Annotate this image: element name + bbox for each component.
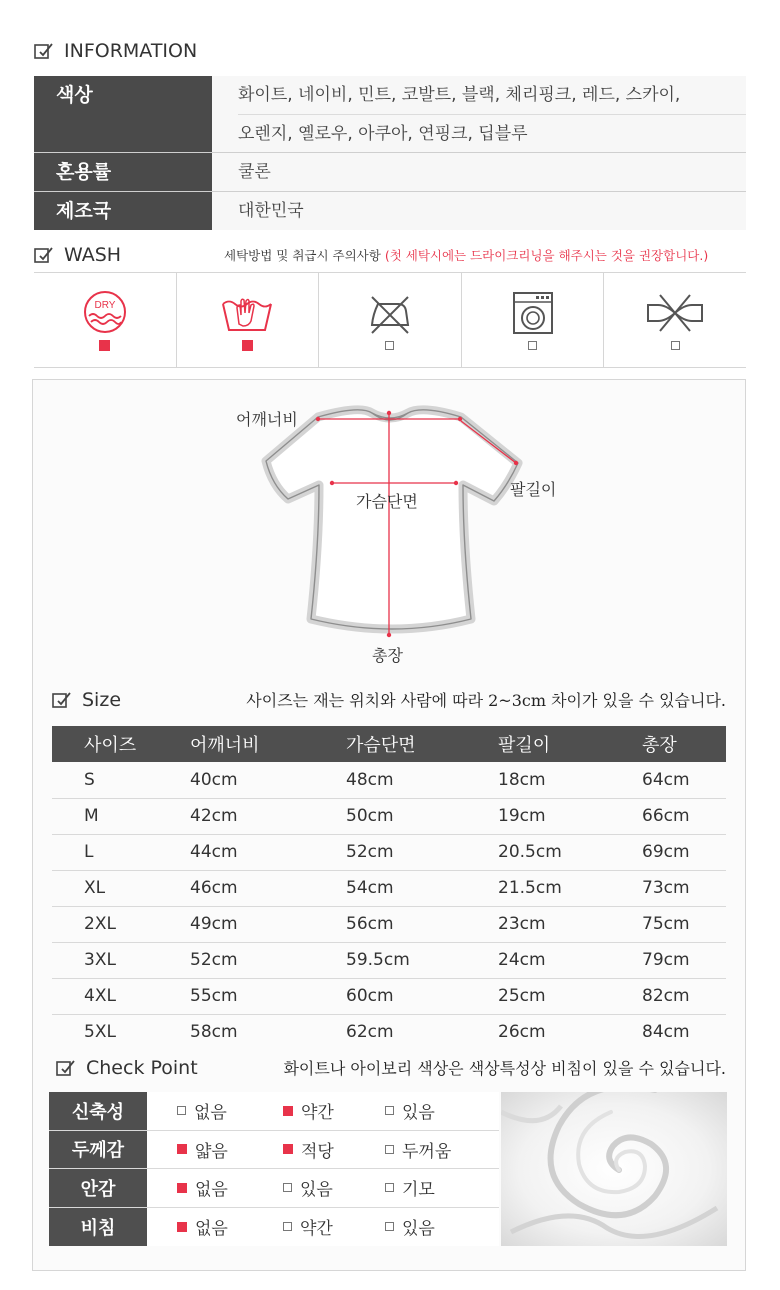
unchecked-mark <box>671 341 680 350</box>
information-table <box>34 76 746 230</box>
checkbox-pencil-icon <box>34 42 54 60</box>
check-option <box>177 1208 228 1247</box>
unchecked-mark <box>385 1222 394 1231</box>
info-row-origin <box>34 192 746 230</box>
table-cell: 3XL <box>52 942 158 978</box>
table-cell: 19cm <box>466 798 610 834</box>
information-header <box>34 40 197 62</box>
table-row <box>52 870 726 906</box>
column-header: 총장 <box>610 726 726 762</box>
table-cell: 40cm <box>158 762 314 798</box>
washing-machine-icon <box>511 291 555 335</box>
check-point-label: 신축성 <box>49 1092 147 1130</box>
size-table-header <box>52 726 726 762</box>
diagram-label-sleeve: 팔길이 <box>510 480 557 499</box>
table-cell: 49cm <box>158 906 314 942</box>
info-label: 제조국 <box>34 192 212 230</box>
table-cell: 48cm <box>314 762 466 798</box>
checked-mark <box>283 1144 293 1154</box>
tshirt-outline <box>230 395 570 675</box>
information-title: INFORMATION <box>64 40 198 62</box>
check-point-note: 화이트나 아이보리 색상은 색상특성상 비침이 있을 수 있습니다. <box>283 1059 726 1078</box>
table-cell: 18cm <box>466 762 610 798</box>
checked-mark <box>242 340 253 351</box>
wash-note <box>224 246 708 264</box>
check-point-label: 두께감 <box>49 1131 147 1169</box>
info-value <box>212 153 746 191</box>
table-row <box>52 978 726 1014</box>
check-option-label: 약간 <box>300 1219 333 1240</box>
check-option-label: 없음 <box>195 1219 228 1240</box>
unchecked-mark <box>385 341 394 350</box>
check-point-options <box>147 1169 499 1207</box>
table-cell: 54cm <box>314 870 466 906</box>
table-cell: 64cm <box>610 762 726 798</box>
check-point-row <box>49 1208 499 1247</box>
checked-mark <box>177 1183 187 1193</box>
table-cell: 69cm <box>610 834 726 870</box>
check-point-label: 비침 <box>49 1208 147 1247</box>
table-row <box>52 762 726 798</box>
info-value-line: 화이트, 네이비, 민트, 코발트, 블랙, 체리핑크, 레드, 스카이, <box>238 85 681 105</box>
check-option-label: 약간 <box>301 1103 334 1124</box>
wash-cell-no-wring <box>604 273 746 367</box>
table-cell: 44cm <box>158 834 314 870</box>
check-option <box>283 1169 333 1207</box>
table-cell: 55cm <box>158 978 314 1014</box>
table-cell: 56cm <box>314 906 466 942</box>
table-cell: 23cm <box>466 906 610 942</box>
wash-note-text: 세탁방법 및 취급시 주의사항 <box>224 248 381 263</box>
table-cell: 66cm <box>610 798 726 834</box>
wash-note-warning: (첫 세탁시에는 드라이크리닝을 해주시는 것을 권장합니다.) <box>384 248 709 263</box>
no-iron-icon <box>364 291 416 335</box>
unchecked-mark <box>385 1145 394 1154</box>
check-point-title: Check Point <box>86 1056 198 1079</box>
info-row-color <box>34 76 746 153</box>
table-row <box>52 798 726 834</box>
table-cell: L <box>52 834 158 870</box>
info-row-material <box>34 153 746 192</box>
diagram-label-length: 총장 <box>372 646 403 665</box>
check-point-table <box>49 1092 499 1246</box>
table-cell: 5XL <box>84 1022 116 1043</box>
column-header: 팔길이 <box>466 726 610 762</box>
check-option-label: 있음 <box>402 1103 435 1124</box>
check-point-options <box>147 1092 499 1130</box>
check-option-label: 두꺼움 <box>402 1141 452 1162</box>
unchecked-mark <box>177 1106 186 1115</box>
checked-mark <box>99 340 110 351</box>
info-value <box>212 192 746 230</box>
table-cell: 26cm <box>498 1022 546 1043</box>
table-cell: 84cm <box>642 1022 690 1043</box>
table-cell: 73cm <box>610 870 726 906</box>
checkbox-pencil-icon <box>52 691 72 709</box>
diagram-label-chest: 가슴단면 <box>356 492 418 511</box>
table-cell: XL <box>52 870 158 906</box>
check-point-row <box>49 1131 499 1170</box>
table-cell: 42cm <box>158 798 314 834</box>
table-cell: 50cm <box>314 798 466 834</box>
check-option <box>177 1169 228 1207</box>
table-cell: M <box>52 798 158 834</box>
column-header: 어깨너비 <box>158 726 314 762</box>
table-cell: 20.5cm <box>466 834 610 870</box>
table-cell: 52cm <box>314 834 466 870</box>
check-point-label: 안감 <box>49 1169 147 1207</box>
info-value-line: 쿨론 <box>238 162 271 182</box>
info-value <box>212 76 746 152</box>
table-row <box>52 1014 726 1050</box>
checkbox-pencil-icon <box>56 1059 76 1077</box>
unchecked-mark <box>283 1183 292 1192</box>
check-point-row <box>49 1092 499 1131</box>
diagram-label-shoulder: 어깨너비 <box>236 410 298 429</box>
unchecked-mark <box>385 1106 394 1115</box>
check-option <box>177 1092 227 1130</box>
check-option-label: 없음 <box>195 1180 228 1201</box>
table-cell: 75cm <box>610 906 726 942</box>
checked-mark <box>177 1144 187 1154</box>
check-option-label: 적당 <box>301 1141 334 1162</box>
wash-title: WASH <box>64 244 122 266</box>
check-option-label: 기모 <box>402 1180 435 1201</box>
unchecked-mark <box>385 1183 394 1192</box>
unchecked-mark <box>283 1222 292 1231</box>
table-cell: 58cm <box>190 1022 238 1043</box>
fabric-photo <box>501 1092 727 1246</box>
check-option-label: 얇음 <box>195 1141 228 1162</box>
size-header <box>52 688 726 711</box>
table-row <box>52 906 726 942</box>
checkbox-pencil-icon <box>34 246 54 264</box>
table-cell: S <box>52 762 158 798</box>
size-table <box>52 726 726 1050</box>
info-value-line: 대한민국 <box>238 201 304 221</box>
table-row <box>52 834 726 870</box>
checked-mark <box>177 1222 187 1232</box>
check-option <box>283 1131 334 1169</box>
wash-cell-washing-machine <box>462 273 605 367</box>
table-cell: 79cm <box>610 942 726 978</box>
check-point-options <box>147 1208 499 1247</box>
check-point-row <box>49 1169 499 1208</box>
info-label: 혼용률 <box>34 153 212 191</box>
table-cell: 2XL <box>52 906 158 942</box>
check-option <box>283 1208 333 1247</box>
table-cell: 59.5cm <box>314 942 466 978</box>
info-label: 색상 <box>34 76 212 152</box>
table-cell: 21.5cm <box>466 870 610 906</box>
table-cell: 24cm <box>466 942 610 978</box>
dry-label: DRY <box>94 299 116 311</box>
dry-clean-icon <box>79 290 131 334</box>
table-cell: 52cm <box>158 942 314 978</box>
wash-header <box>34 244 121 266</box>
table-cell: 25cm <box>466 978 610 1014</box>
fabric-swirl-image <box>501 1092 727 1246</box>
check-option <box>385 1169 435 1207</box>
column-header: 가슴단면 <box>314 726 466 762</box>
hand-wash-icon <box>219 290 275 334</box>
check-point-title-wrap <box>56 1057 198 1079</box>
size-title: Size <box>82 688 122 711</box>
table-cell: 62cm <box>346 1022 394 1043</box>
wash-icons-row <box>34 272 746 368</box>
table-cell: 4XL <box>52 978 158 1014</box>
unchecked-mark <box>528 341 537 350</box>
size-note: 사이즈는 재는 위치와 사람에 따라 2~3cm 차이가 있을 수 있습니다. <box>246 691 726 710</box>
wash-cell-dry-clean <box>34 273 177 367</box>
check-option-label: 있음 <box>300 1180 333 1201</box>
no-wring-icon <box>644 291 706 335</box>
check-option-label: 없음 <box>194 1103 227 1124</box>
table-cell: 60cm <box>314 978 466 1014</box>
check-option <box>177 1131 228 1169</box>
wash-cell-no-iron <box>319 273 462 367</box>
table-cell: 82cm <box>610 978 726 1014</box>
table-row <box>52 942 726 978</box>
check-point-options <box>147 1131 499 1169</box>
check-option-label: 있음 <box>402 1219 435 1240</box>
wash-cell-hand-wash <box>177 273 320 367</box>
check-option <box>283 1092 334 1130</box>
check-option <box>385 1092 435 1130</box>
column-header: 사이즈 <box>52 726 158 762</box>
check-point-header <box>56 1056 726 1079</box>
size-title-wrap <box>52 689 121 711</box>
checked-mark <box>283 1106 293 1116</box>
info-value-line: 오렌지, 옐로우, 아쿠아, 연핑크, 딥블루 <box>238 114 746 152</box>
check-option <box>385 1131 451 1169</box>
check-option <box>385 1208 435 1247</box>
table-cell: 46cm <box>158 870 314 906</box>
tshirt-diagram <box>230 395 570 675</box>
